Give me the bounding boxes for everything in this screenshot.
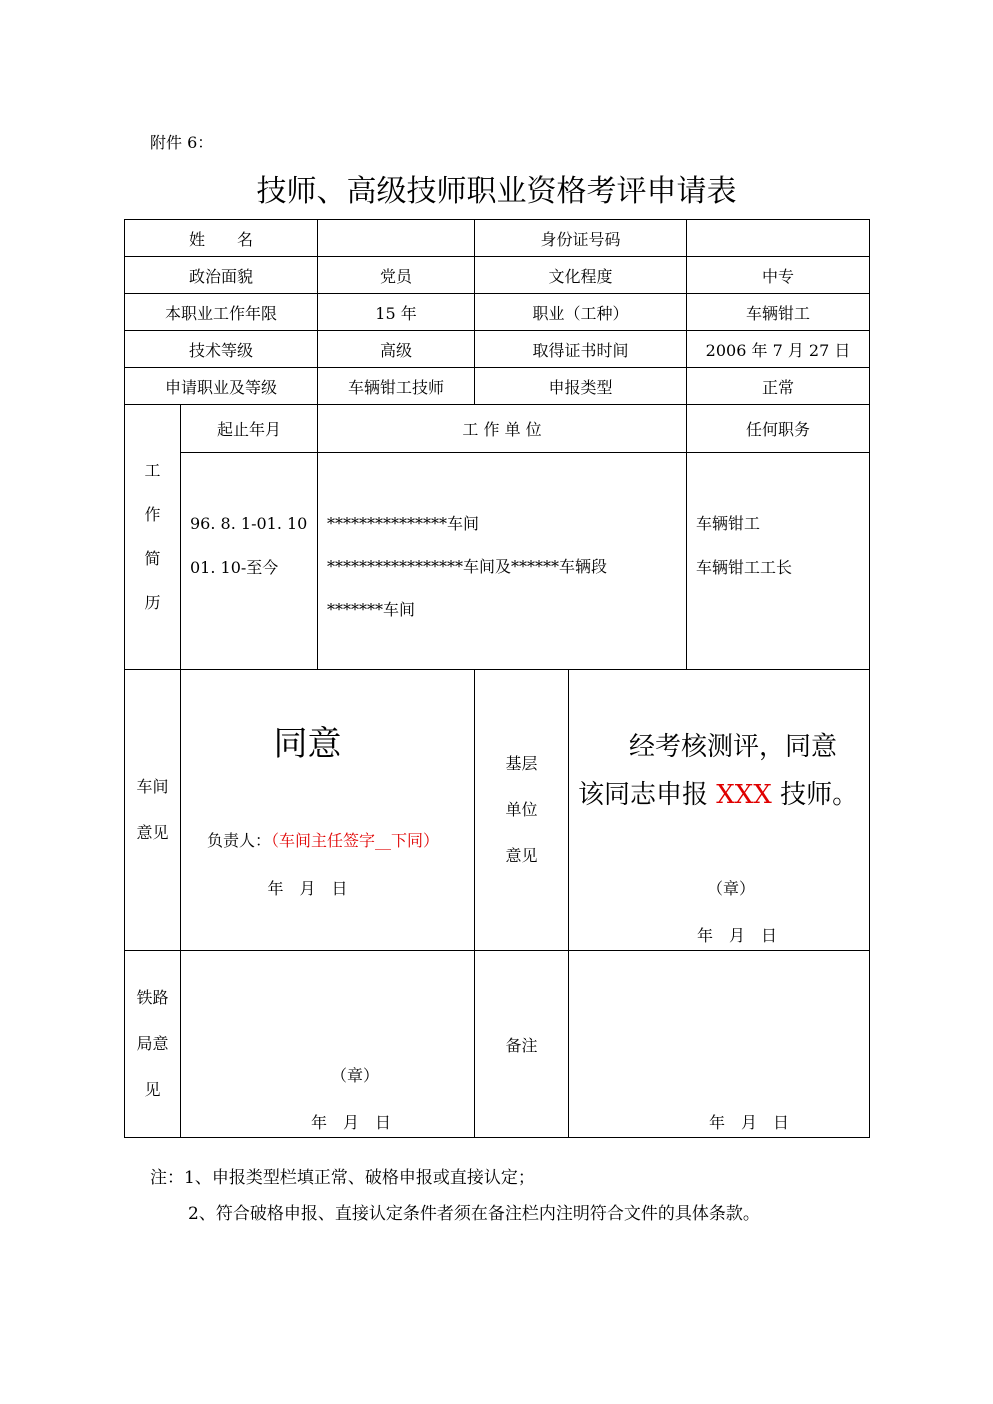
political-label: 政治面貌 [125, 257, 318, 294]
workshop-opinion-cell[interactable] [181, 670, 475, 951]
grassroots-opinion-label: 基层 单位 意见 [475, 670, 569, 951]
workshop-opinion-label: 车间 意见 [125, 670, 181, 951]
unit-item: *****************车间及******车辆段 [327, 557, 608, 576]
occupation-value: 车辆钳工 [687, 294, 870, 331]
unit-item: ***************车间 [327, 514, 480, 533]
bureau-row [125, 951, 870, 1138]
unit-item: *******车间 [327, 600, 416, 619]
row-political [125, 257, 870, 294]
bureau-date: 年 月 日 [311, 1113, 392, 1132]
name-label: 姓 名 [125, 220, 318, 257]
signer-note: （车间主任签字__下同） [271, 831, 440, 850]
years-label: 本职业工作年限 [125, 294, 318, 331]
grassroots-opinion-line2: 该同志申报 XXX 技师。 [578, 780, 859, 810]
placeholder-xxx: XXX [716, 780, 772, 810]
note-line-1: 注：1、申报类型栏填正常、破格申报或直接认定； [150, 1168, 535, 1188]
occupation-label: 职业（工种） [475, 294, 687, 331]
row-apply [125, 368, 870, 405]
grassroots-opinion-cell[interactable] [569, 670, 870, 951]
period-item: 01. 10-至今 [190, 558, 279, 577]
workshop-signer [207, 828, 439, 851]
type-label: 申报类型 [475, 368, 687, 405]
bureau-seal: （章） [331, 1066, 380, 1085]
workshop-date: 年 月 日 [267, 879, 348, 898]
period-item: 96. 8. 1-01. 10 [190, 514, 308, 533]
bureau-opinion-label: 铁路 局意 见 [125, 951, 181, 1138]
tech-level-value: 高级 [318, 331, 475, 368]
id-number-field[interactable] [687, 220, 870, 257]
apply-value: 车辆钳工技师 [318, 368, 475, 405]
resume-body-row [125, 453, 870, 670]
apply-label: 申请职业及等级 [125, 368, 318, 405]
unit-cell [318, 453, 687, 670]
row-name [125, 220, 870, 257]
attachment-label: 附件 6： [150, 133, 214, 152]
period-cell [181, 453, 318, 670]
unit-column-header: 工 作 单 位 [318, 405, 687, 453]
row-tech-level [125, 331, 870, 368]
education-label: 文化程度 [475, 257, 687, 294]
type-value: 正常 [687, 368, 870, 405]
signer-label: 负责人： [207, 831, 272, 850]
position-cell [687, 453, 870, 670]
resume-header-row [125, 405, 870, 453]
name-field[interactable] [318, 220, 475, 257]
notes [150, 1160, 760, 1232]
opinion-row [125, 670, 870, 951]
resume-section-label: 工 作 简 历 [125, 405, 181, 670]
cert-date-label: 取得证书时间 [475, 331, 687, 368]
cert-date-value: 2006 年 7 月 27 日 [687, 331, 870, 368]
grassroots-opinion-line1: 经考核测评，同意 [629, 732, 838, 762]
application-form [124, 219, 870, 1138]
grassroots-seal: （章） [707, 879, 756, 898]
period-column-header: 起止年月 [181, 405, 318, 453]
remarks-cell[interactable] [569, 951, 870, 1138]
political-value: 党员 [318, 257, 475, 294]
tech-level-label: 技术等级 [125, 331, 318, 368]
workshop-opinion-text: 同意 [273, 724, 342, 764]
page-title: 技师、高级技师职业资格考评申请表 [256, 174, 737, 209]
position-column-header: 任何职务 [687, 405, 870, 453]
row-years [125, 294, 870, 331]
position-item: 车辆钳工工长 [696, 558, 793, 577]
position-item: 车辆钳工 [696, 514, 761, 533]
education-value: 中专 [687, 257, 870, 294]
remarks-date: 年 月 日 [709, 1113, 790, 1132]
remarks-label: 备注 [475, 951, 569, 1138]
bureau-opinion-cell[interactable] [181, 951, 475, 1138]
note-line-2: 2、符合破格申报、直接认定条件者须在备注栏内注明符合文件的具体条款。 [188, 1204, 760, 1224]
years-value: 15 年 [318, 294, 475, 331]
id-number-label: 身份证号码 [475, 220, 687, 257]
grassroots-date: 年 月 日 [697, 926, 778, 945]
